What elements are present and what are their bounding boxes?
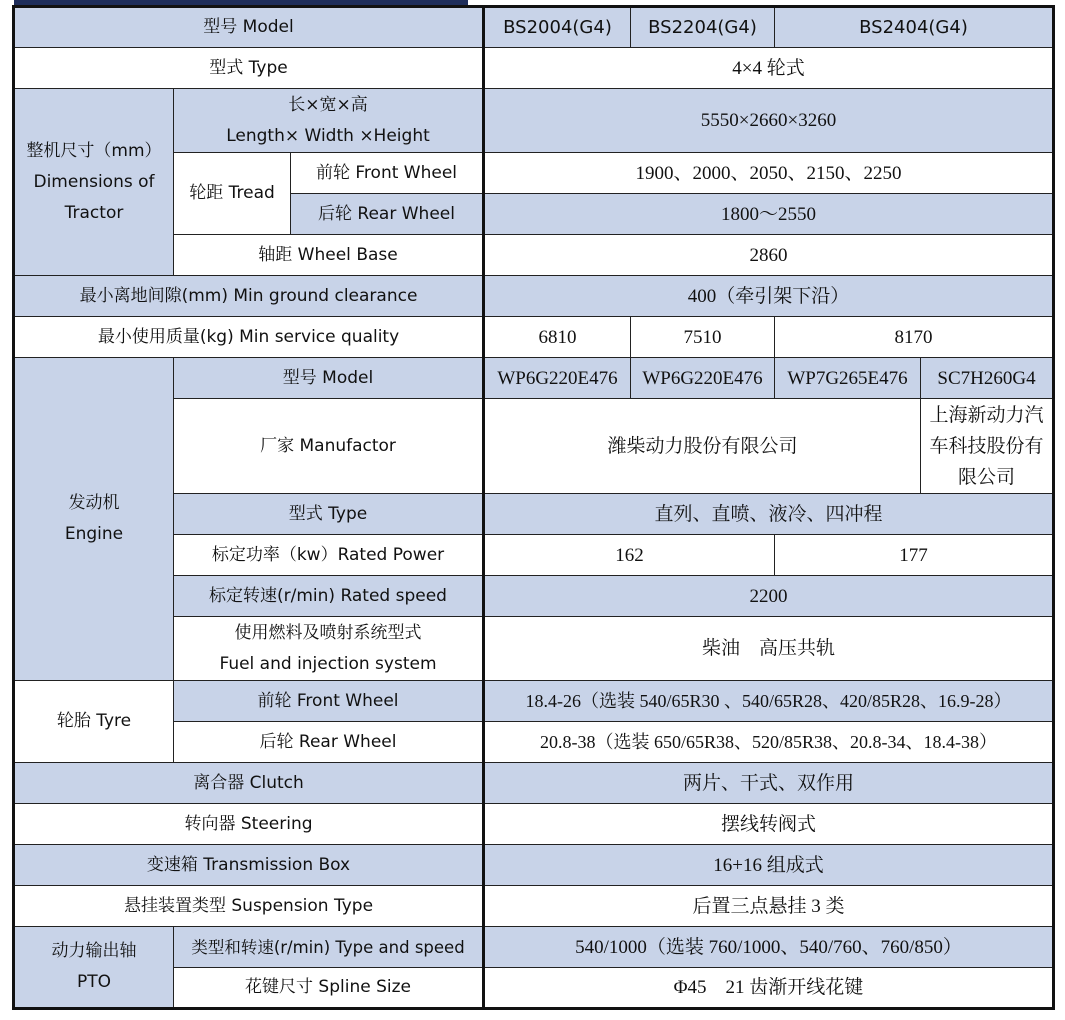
manufacturer-main: 潍柴动力股份有限公司 — [484, 399, 921, 494]
rated-power-1: 162 — [484, 535, 775, 576]
service-quality-1: 6810 — [484, 317, 631, 358]
model-header-label: 型号 Model — [14, 7, 484, 48]
manufacturer-alt-line-3: 限公司 — [957, 465, 1015, 488]
clutch-label: 离合器 Clutch — [14, 763, 484, 804]
clearance-value: 400（牵引架下沿） — [484, 276, 1054, 317]
table-row — [14, 358, 1054, 399]
engine-label-zh: 发动机 — [68, 493, 120, 513]
tyre-rear-value: 20.8-38（选装 650/65R38、520/85R38、20.8-34、18.4-38） — [484, 722, 1054, 763]
spec-table — [12, 5, 1055, 1010]
tyre-front-label: 前轮 Front Wheel — [174, 681, 484, 722]
steering-label: 转向器 Steering — [14, 804, 484, 845]
model-header-1: BS2004(G4) — [484, 7, 631, 48]
table-row — [14, 886, 1054, 927]
engine-group-label — [14, 358, 174, 681]
table-row — [14, 7, 1054, 48]
table-row — [14, 804, 1054, 845]
dimensions-label-en-1: Dimensions of — [33, 171, 155, 192]
tyre-group-label: 轮胎 Tyre — [14, 681, 174, 763]
engine-model-label: 型号 Model — [174, 358, 484, 399]
table-row — [14, 763, 1054, 804]
tread-rear-value: 1800～2550 — [484, 194, 1054, 235]
lwh-label-en: Length× Width ×Height — [226, 125, 430, 146]
clearance-label: 最小离地间隙(mm) Min ground clearance — [14, 276, 484, 317]
tread-rear-label: 后轮 Rear Wheel — [291, 194, 484, 235]
pto-spline-value: Φ45 21 齿渐开线花键 — [484, 968, 1054, 1009]
suspension-label: 悬挂装置类型 Suspension Type — [14, 886, 484, 927]
model-header-2: BS2204(G4) — [631, 7, 775, 48]
engine-model-2: WP6G220E476 — [631, 358, 775, 399]
table-row — [14, 276, 1054, 317]
manufacturer-label: 厂家 Manufactor — [174, 399, 484, 494]
service-quality-2: 7510 — [631, 317, 775, 358]
table-row — [14, 927, 1054, 968]
table-row — [14, 89, 1054, 153]
fuel-value: 柴油 高压共轨 — [484, 617, 1054, 681]
table-row — [14, 681, 1054, 722]
engine-type-value: 直列、直喷、液冷、四冲程 — [484, 494, 1054, 535]
engine-type-label: 型式 Type — [174, 494, 484, 535]
engine-model-3: WP7G265E476 — [775, 358, 921, 399]
fuel-label-en: Fuel and injection system — [219, 653, 437, 674]
rated-speed-label: 标定转速(r/min) Rated speed — [174, 576, 484, 617]
tread-front-label: 前轮 Front Wheel — [291, 153, 484, 194]
wheelbase-label: 轴距 Wheel Base — [174, 235, 484, 276]
rated-power-label: 标定功率（kw）Rated Power — [174, 535, 484, 576]
lwh-label-zh: 长×宽×高 — [288, 94, 368, 115]
wheelbase-value: 2860 — [484, 235, 1054, 276]
rated-power-2: 177 — [775, 535, 1054, 576]
lwh-value: 5550×2660×3260 — [484, 89, 1054, 153]
pto-spline-label: 花键尺寸 Spline Size — [174, 968, 484, 1009]
type-value: 4×4 轮式 — [484, 48, 1054, 89]
transmission-value: 16+16 组成式 — [484, 845, 1054, 886]
manufacturer-alt-line-1: 上海新动力汽 — [929, 403, 1044, 426]
service-quality-label: 最小使用质量(kg) Min service quality — [14, 317, 484, 358]
manufacturer-alt-line-2: 车科技股份有 — [929, 434, 1044, 457]
rated-speed-value: 2200 — [484, 576, 1054, 617]
tread-label: 轮距 Tread — [174, 153, 291, 235]
engine-label-en: Engine — [64, 524, 124, 544]
table-row — [14, 317, 1054, 358]
pto-label-en: PTO — [76, 972, 112, 992]
pto-type-value: 540/1000（选装 760/1000、540/760、760/850） — [484, 927, 1054, 968]
engine-model-4: SC7H260G4 — [921, 358, 1054, 399]
lwh-label — [174, 89, 484, 153]
clutch-value: 两片、干式、双作用 — [484, 763, 1054, 804]
dimensions-group-label — [14, 89, 174, 276]
table-row — [14, 48, 1054, 89]
model-header-3: BS2404(G4) — [775, 7, 1054, 48]
pto-label-zh: 动力输出轴 — [51, 941, 137, 961]
steering-value: 摆线转阀式 — [484, 804, 1054, 845]
tyre-rear-label: 后轮 Rear Wheel — [174, 722, 484, 763]
service-quality-3: 8170 — [775, 317, 1054, 358]
tyre-front-value: 18.4-26（选装 540/65R30 、540/65R28、420/85R28、16.9-28） — [484, 681, 1054, 722]
pto-group-label — [14, 927, 174, 1009]
transmission-label: 变速箱 Transmission Box — [14, 845, 484, 886]
suspension-value: 后置三点悬挂 3 类 — [484, 886, 1054, 927]
type-label: 型式 Type — [14, 48, 484, 89]
pto-type-label: 类型和转速(r/min) Type and speed — [174, 927, 484, 968]
dimensions-label-zh: 整机尺寸（mm） — [26, 140, 162, 161]
dimensions-label-en-2: Tractor — [64, 202, 124, 223]
table-row — [14, 845, 1054, 886]
engine-model-1: WP6G220E476 — [484, 358, 631, 399]
manufacturer-alt — [921, 399, 1054, 494]
tread-front-value: 1900、2000、2050、2150、2250 — [484, 153, 1054, 194]
fuel-label-zh: 使用燃料及喷射系统型式 — [234, 622, 422, 643]
fuel-label — [174, 617, 484, 681]
